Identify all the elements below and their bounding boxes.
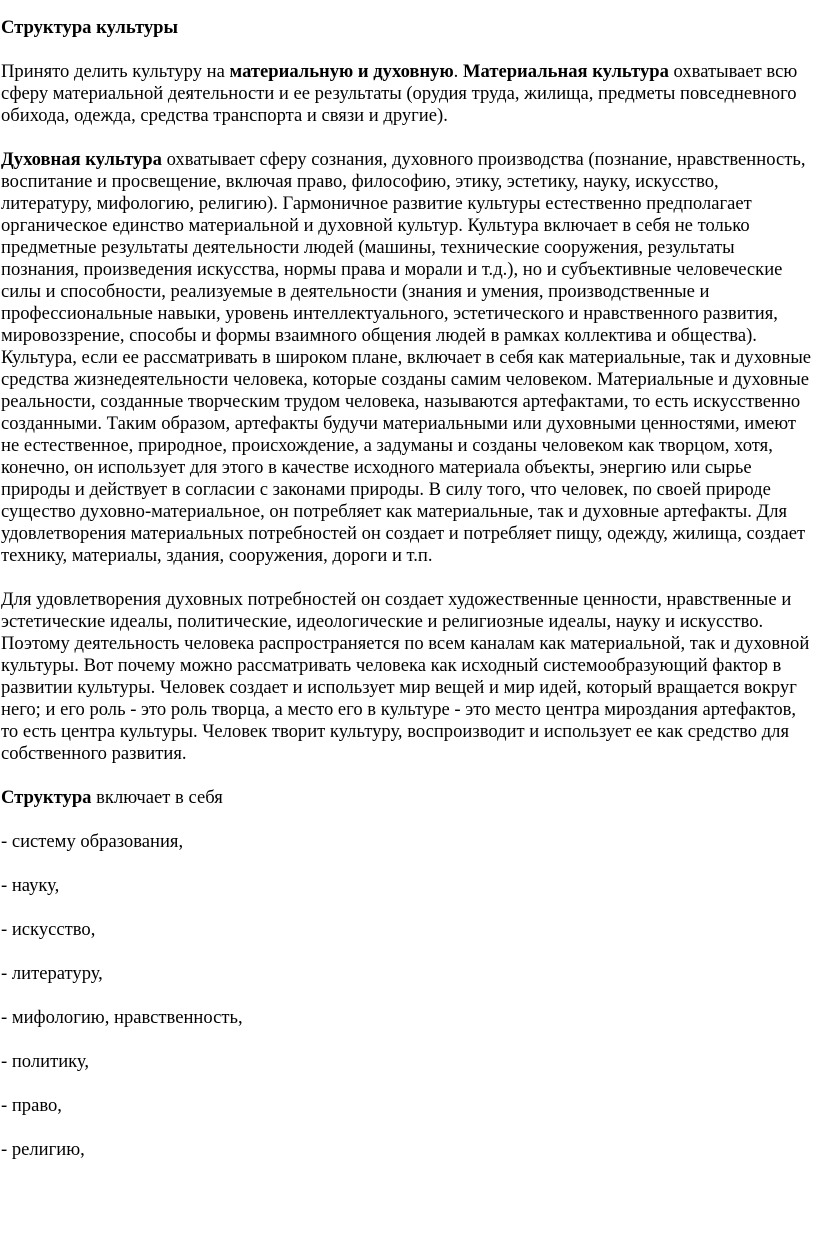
structure-bold: Структура xyxy=(1,787,92,808)
list-item: - религию, xyxy=(1,1139,85,1160)
intro-bold-1: материальную и духовную xyxy=(229,61,454,82)
paragraph-structure xyxy=(1,787,814,809)
spiritual-bold: Духовная культура xyxy=(1,149,162,170)
list-item: - искусство, xyxy=(1,919,96,940)
intro-text-1: Принято делить культуру на xyxy=(1,61,230,82)
list-item: - политику, xyxy=(1,1051,90,1072)
paragraph-spiritual-culture xyxy=(1,149,814,567)
list-item: - право, xyxy=(1,1095,62,1116)
intro-bold-2: Материальная культура xyxy=(462,61,669,82)
list-item: - мифологию, нравственность, xyxy=(1,1007,243,1028)
list-item: - систему образования, xyxy=(1,831,184,852)
paragraph-intro xyxy=(1,61,814,127)
document-title: Структура культуры xyxy=(1,17,179,38)
structure-text: включает в себя xyxy=(91,787,223,808)
intro-text-3: охватывает всю сферу материальной деятельности и ее результаты (орудия труда, жилища, предметы повседневного обихода, одежда, средства транспорта и связи и другие). xyxy=(1,61,798,126)
intro-text-2: . xyxy=(453,61,463,82)
list-item: - литературу, xyxy=(1,963,103,984)
spiritual-text: охватывает сферу сознания, духовного производства (познание, нравственность, воспитание и просвещение, включая право, философию, этику, эстетику, науку, искусство, литературу, мифологию, религию). Гармоничное развитие культуры естественно предполагает органическое единство материальной и духовной культур. Культура включает в себя не только предметные результаты деятельности людей (машины, технические сооружения, результаты познания, произведения искусства, нормы права и морали и т.д.), но и субъективные человеческие силы и способности, реализуемые в деятельности (знания и умения, производственные и профессиональные навыки, уровень интеллектуального, эстетического и нравственного развития, мировоззрение, способы и формы взаимного общения людей в рамках коллектива и общества). Культура, если ее рассматривать в широком плане, включает в себя как материальные, так и духовные средства жизнедеятельности человека, которые созданы самим человеком. Материальные и духовные реальности, созданные творческим трудом человека, называются артефактами, то есть искусственно созданными. Таким образом, артефакты будучи материальными или духовными ценностями, имеют не естественное, природное, происхождение, а задуманы и созданы человеком как творцом, хотя, конечно, он использует для этого в качестве исходного материала объекты, энергию или сырье природы и действует в согласии с законами природы. В силу того, что человек, по своей природе существо духовно-материальное, он потребляет как материальные, так и духовные артефакты. Для удовлетворения материальных потребностей он создает и потребляет пищу, одежду, жилища, создает технику, материалы, здания, сооружения, дороги и т.п. xyxy=(1,149,812,566)
list-item: - науку, xyxy=(1,875,60,896)
paragraph-spiritual-needs: Для удовлетворения духовных потребностей он создает художественные ценности, нравственные и эстетические идеалы, политические, идеологические и религиозные идеалы, науку и искусство. Поэтому деятельность человека распространяется по всем каналам как материальной, так и духовной культуры. Вот почему можно рассматривать человека как исходный системообразующий фактор в развитии культуры. Человек создает и использует мир вещей и мир идей, который вращается вокруг него; и его роль - это роль творца, а место его в культуре - это место центра мироздания артефактов, то есть центра культуры. Человек творит культуру, воспроизводит и использует ее как средство для собственного развития. xyxy=(1,589,810,764)
structure-list xyxy=(1,831,814,1161)
